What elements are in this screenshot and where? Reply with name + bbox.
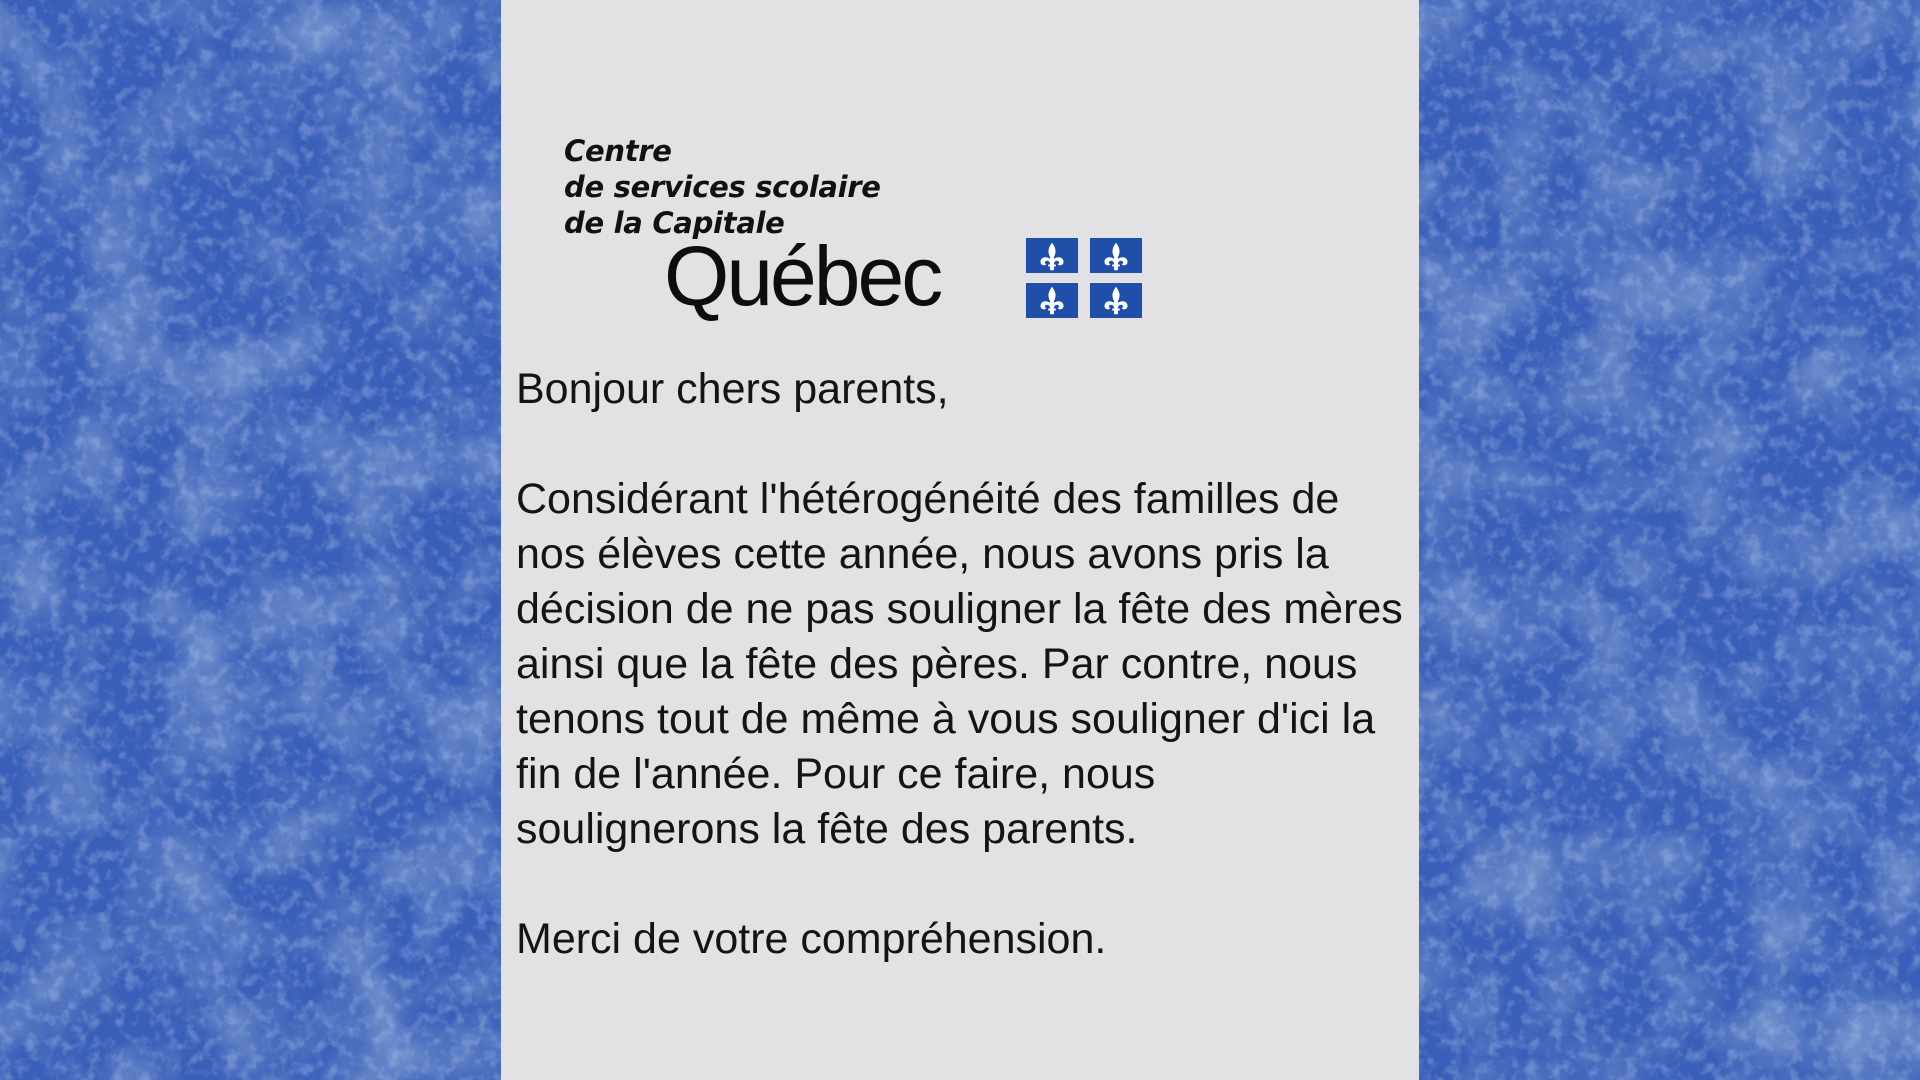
letter-body: Considérant l'hétérogénéité des familles de nos élèves cette année, nous avons pris la décision de ne pas souligner la fête des mères ainsi que la fête des pères. Par contre, nous tenons tout de même à vous souligner d'ici la fin de l'année. Pour ce faire, nous soulignerons la fête des parents.	[516, 475, 1403, 853]
letter-content	[516, 362, 1406, 967]
letter-closing: Merci de votre compréhension.	[516, 915, 1107, 963]
org-name-line-1: Centre	[564, 134, 672, 168]
org-name-line-3: de la Capitale	[564, 206, 785, 240]
letter-greeting: Bonjour chers parents,	[516, 365, 949, 413]
fleur-de-lis-icon	[1026, 238, 1142, 318]
letter-panel	[501, 0, 1419, 1080]
quebec-wordmark: Québec	[664, 229, 941, 323]
org-name-line-2: de services scolaire	[564, 170, 881, 204]
organization-logo	[564, 134, 1104, 334]
